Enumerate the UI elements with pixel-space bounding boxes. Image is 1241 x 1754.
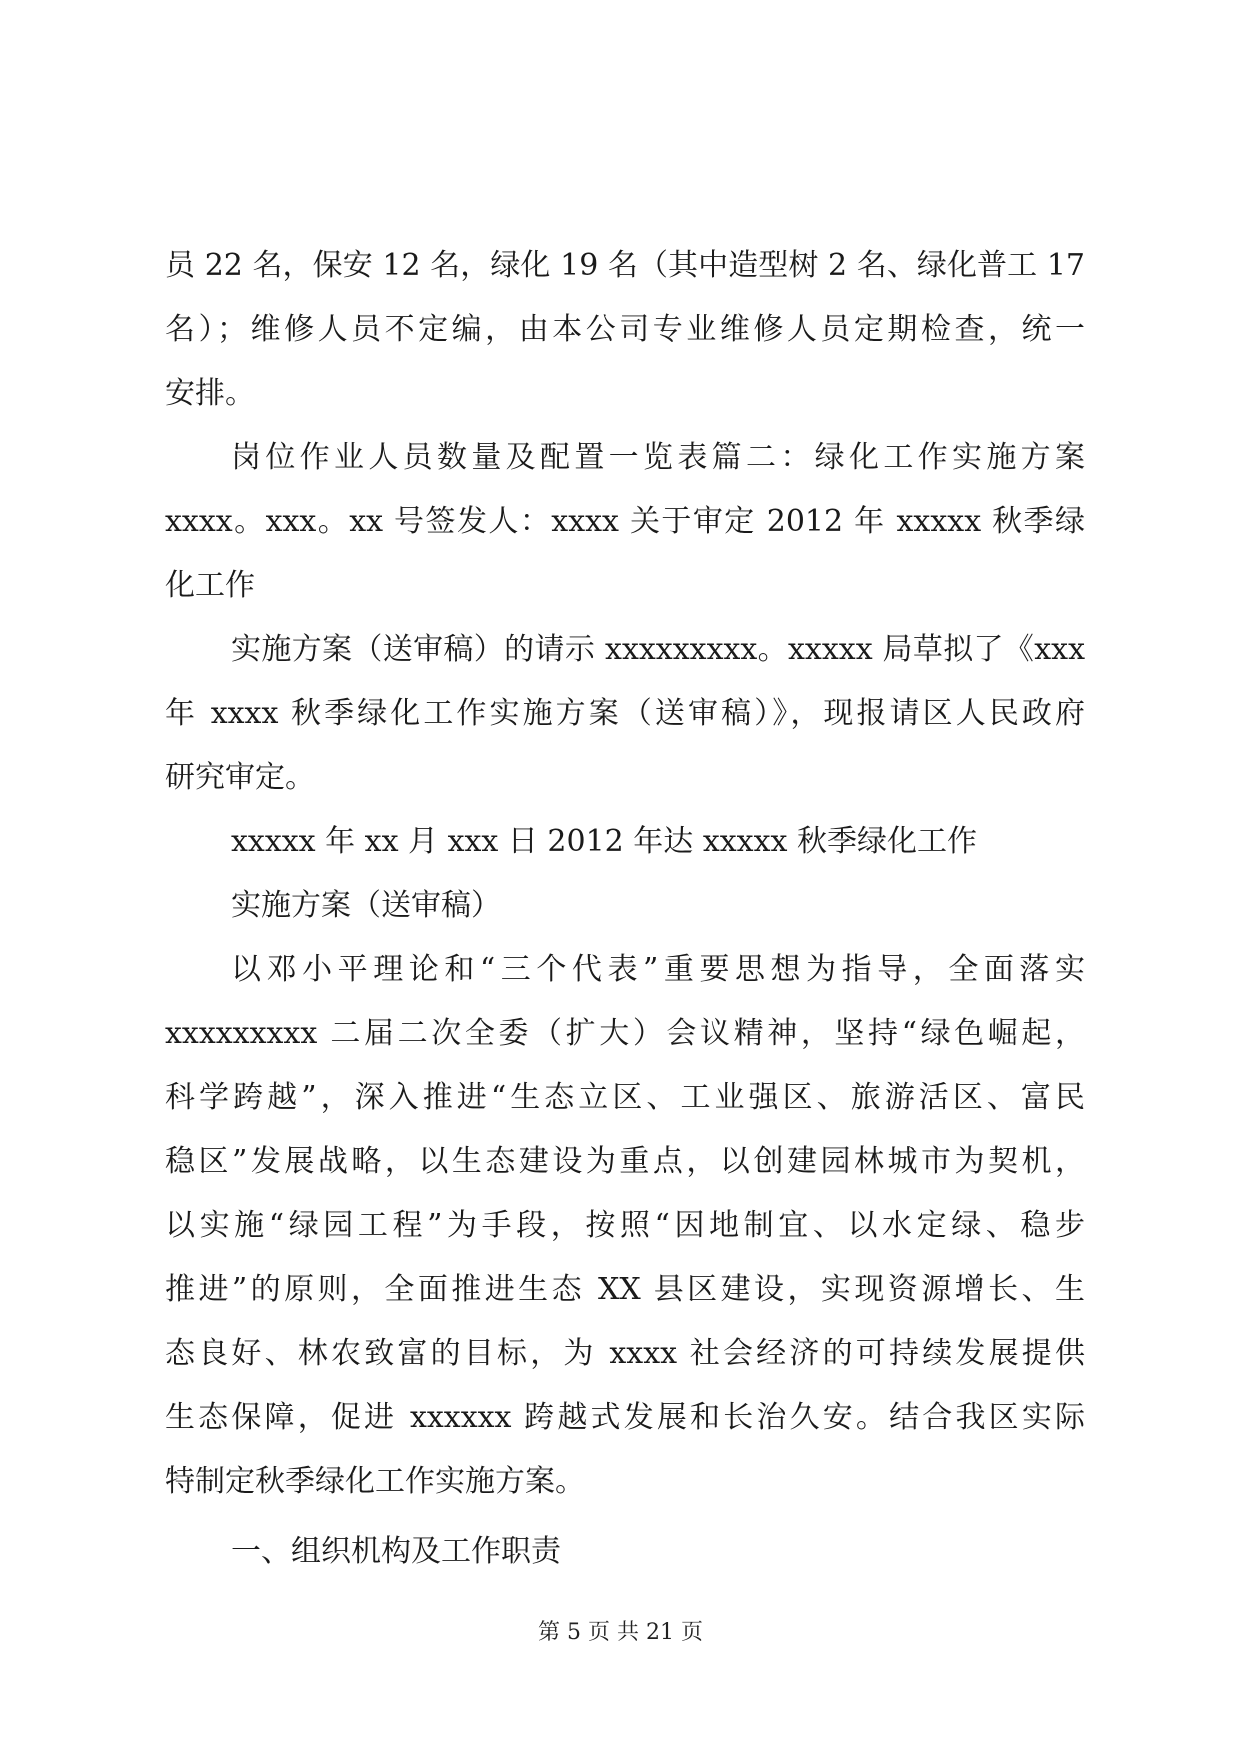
text-line: 员 22 名，保安 12 名，绿化 19 名（其中造型树 2 名、绿化普工 17 xyxy=(165,248,1085,283)
text-line: xxxxxxxxx 二届二次全委（扩大）会议精神，坚持“绿色崛起， xyxy=(165,1016,1085,1051)
text-line: 实施方案（送审稿） xyxy=(231,888,501,923)
text-line: 安排。 xyxy=(165,376,255,411)
document-body xyxy=(165,234,1085,1584)
text-line: 科学跨越”，深入推进“生态立区、工业强区、旅游活区、富民 xyxy=(165,1080,1085,1115)
text-line: xxxx。xxx。xx 号签发人：xxxx 关于审定 2012 年 xxxxx 秋季绿 xyxy=(165,504,1085,539)
text-line: 态良好、林农致富的目标，为 xxxx 社会经济的可持续发展提供 xyxy=(165,1336,1085,1371)
text-line: 生态保障，促进 xxxxxx 跨越式发展和长治久安。结合我区实际 xyxy=(165,1400,1085,1435)
text-line: 研究审定。 xyxy=(165,760,315,795)
text-line: 实施方案（送审稿）的请示 xxxxxxxxx。xxxxx 局草拟了《xxx xyxy=(231,632,1085,667)
text-line: 稳区”发展战略，以生态建设为重点，以创建园林城市为契机， xyxy=(165,1144,1085,1179)
text-line: 特制定秋季绿化工作实施方案。 xyxy=(165,1464,585,1499)
text-line: 以邓小平理论和“三个代表”重要思想为指导，全面落实 xyxy=(231,952,1085,987)
text-line: 岗位作业人员数量及配置一览表篇二：绿化工作实施方案 xyxy=(231,440,1085,475)
text-line: 年 xxxx 秋季绿化工作实施方案（送审稿）》，现报请区人民政府 xyxy=(165,696,1085,731)
text-line: 名）；维修人员不定编，由本公司专业维修人员定期检查，统一 xyxy=(165,312,1085,347)
text-line: 以实施“绿园工程”为手段，按照“因地制宜、以水定绿、稳步 xyxy=(165,1208,1085,1243)
page-number: 第 5 页 共 21 页 xyxy=(538,1620,703,1645)
text-line: 推进”的原则，全面推进生态 XX 县区建设，实现资源增长、生 xyxy=(165,1272,1085,1307)
text-line: xxxxx 年 xx 月 xxx 日 2012 年达 xxxxx 秋季绿化工作 xyxy=(231,824,977,859)
text-line: 化工作 xyxy=(165,568,255,603)
section-heading: 一、组织机构及工作职责 xyxy=(231,1534,561,1569)
